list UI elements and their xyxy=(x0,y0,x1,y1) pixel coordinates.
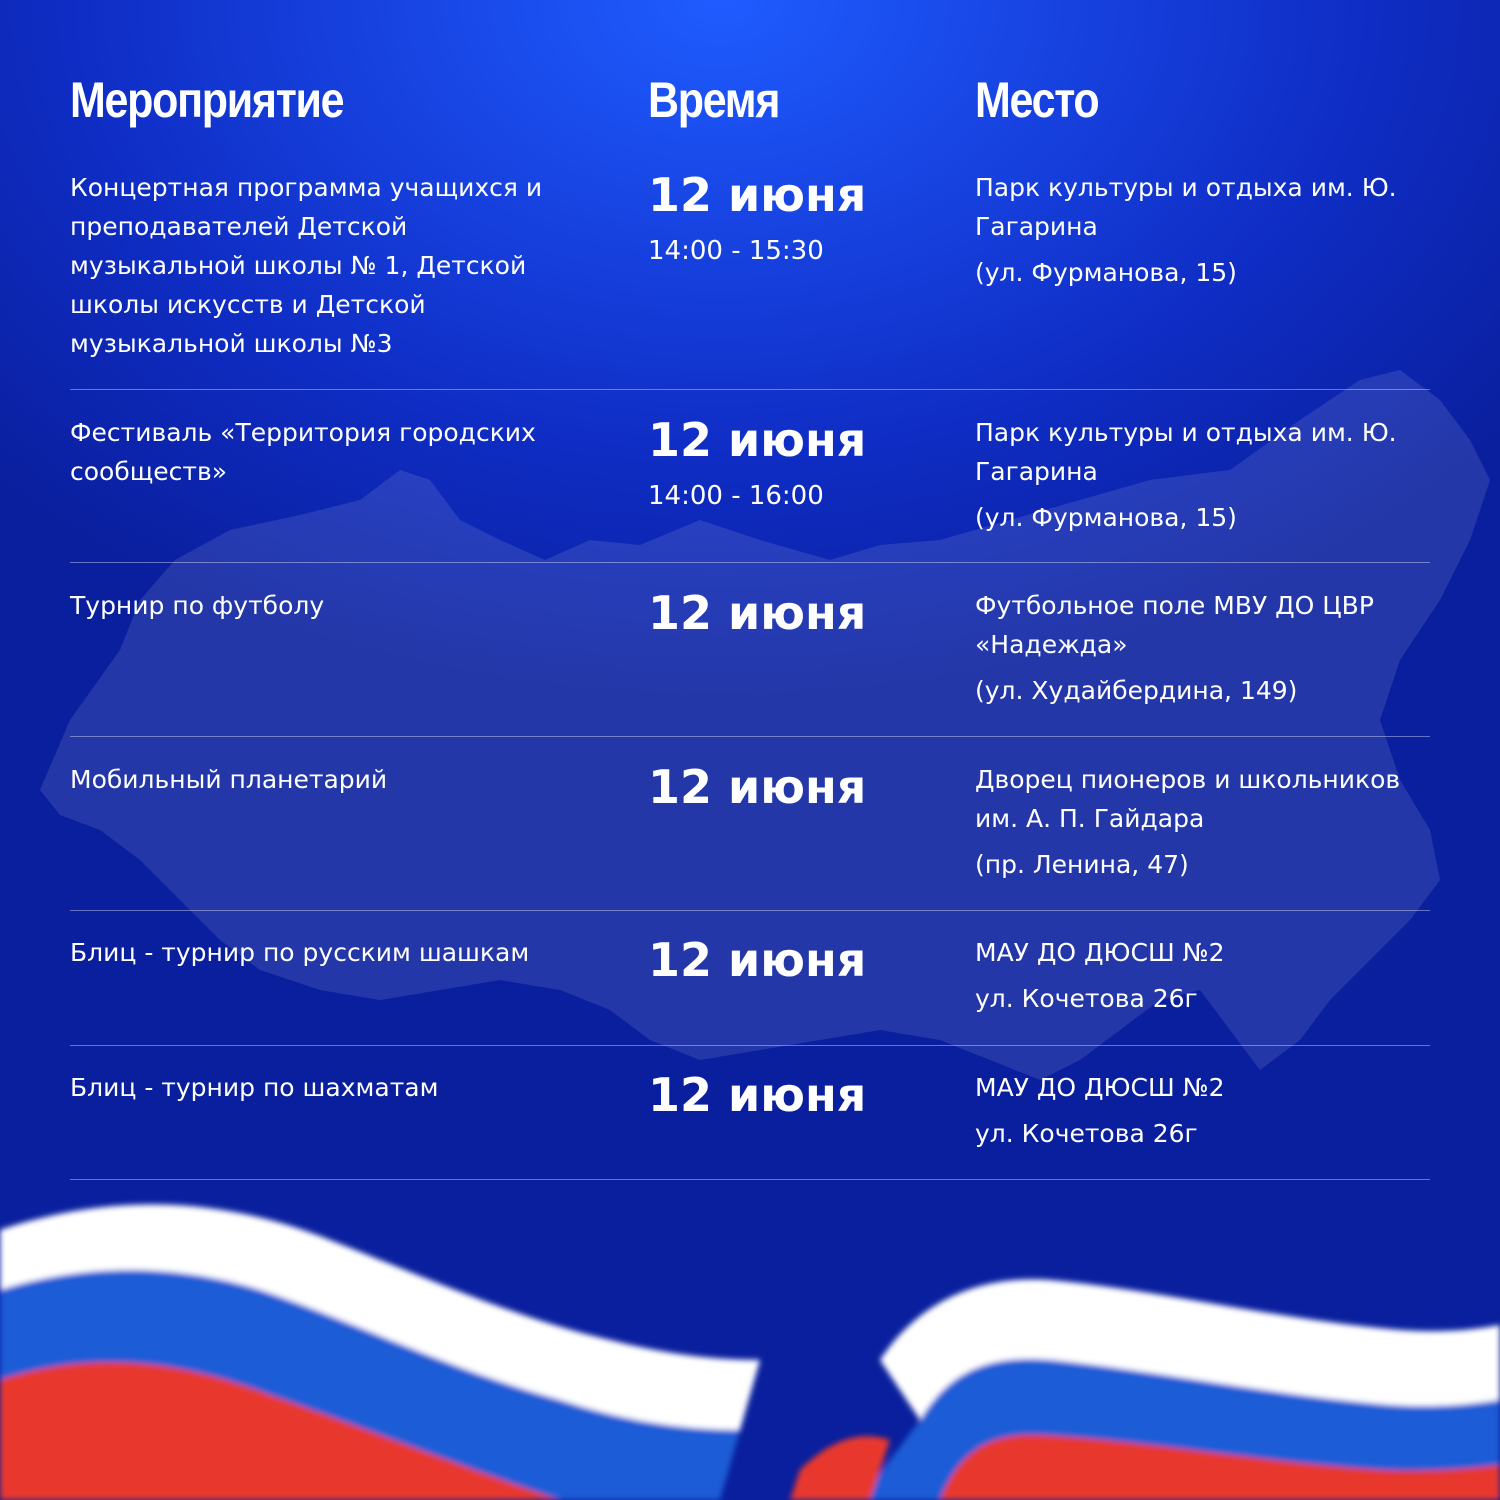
row-divider xyxy=(70,910,1430,911)
event-place xyxy=(975,413,1435,537)
row-divider xyxy=(70,562,1430,563)
event-time xyxy=(648,760,948,814)
event-address: ул. Кочетова 26г xyxy=(975,984,1198,1013)
event-venue: Дворец пионеров и школьников им. А. П. Гайдара xyxy=(975,765,1401,833)
row-divider xyxy=(70,1179,1430,1180)
event-name: Турнир по футболу xyxy=(70,591,325,620)
event-date: 12 июня xyxy=(648,586,867,640)
event-time xyxy=(648,586,948,640)
event-name: Концертная программа учащихся и преподавателей Детской музыкальной школы № 1, Детской школы искусств и Детской музыкальной школы №3 xyxy=(70,173,543,358)
event-place xyxy=(975,168,1435,292)
event-venue: Парк культуры и отдыха им. Ю. Гагарина xyxy=(975,418,1397,486)
event-place xyxy=(975,933,1435,1018)
event-address: (ул. Худайбердина, 149) xyxy=(975,676,1298,705)
event-date: 12 июня xyxy=(648,1068,867,1122)
header-time: Время xyxy=(648,72,780,128)
row-divider xyxy=(70,389,1430,390)
event-place xyxy=(975,760,1435,884)
event-name: Блиц - турнир по русским шашкам xyxy=(70,938,530,967)
event-name: Мобильный планетарий xyxy=(70,765,388,794)
event-time xyxy=(648,933,948,987)
header-place: Место xyxy=(975,72,1099,128)
row-divider xyxy=(70,736,1430,737)
header-event: Мероприятие xyxy=(70,72,344,128)
event-address: (ул. Фурманова, 15) xyxy=(975,258,1237,287)
event-time xyxy=(648,168,948,266)
event-date: 12 июня xyxy=(648,413,867,467)
event-address: ул. Кочетова 26г xyxy=(975,1119,1198,1148)
event-venue: Футбольное поле МВУ ДО ЦВР «Надежда» xyxy=(975,591,1374,659)
event-date: 12 июня xyxy=(648,933,867,987)
event-venue: МАУ ДО ДЮСШ №2 xyxy=(975,938,1225,967)
event-time xyxy=(648,413,948,511)
event-date: 12 июня xyxy=(648,168,867,222)
event-date: 12 июня xyxy=(648,760,867,814)
event-hours: 14:00 - 16:00 xyxy=(648,481,824,511)
event-place xyxy=(975,1068,1435,1153)
event-hours: 14:00 - 15:30 xyxy=(648,236,824,266)
event-name: Блиц - турнир по шахматам xyxy=(70,1073,439,1102)
event-name: Фестиваль «Территория городских сообществ» xyxy=(70,418,536,486)
event-time xyxy=(648,1068,948,1122)
event-venue: МАУ ДО ДЮСШ №2 xyxy=(975,1073,1225,1102)
row-divider xyxy=(70,1045,1430,1046)
event-address: (ул. Фурманова, 15) xyxy=(975,503,1237,532)
event-address: (пр. Ленина, 47) xyxy=(975,850,1189,879)
event-venue: Парк культуры и отдыха им. Ю. Гагарина xyxy=(975,173,1397,241)
event-place xyxy=(975,586,1435,710)
